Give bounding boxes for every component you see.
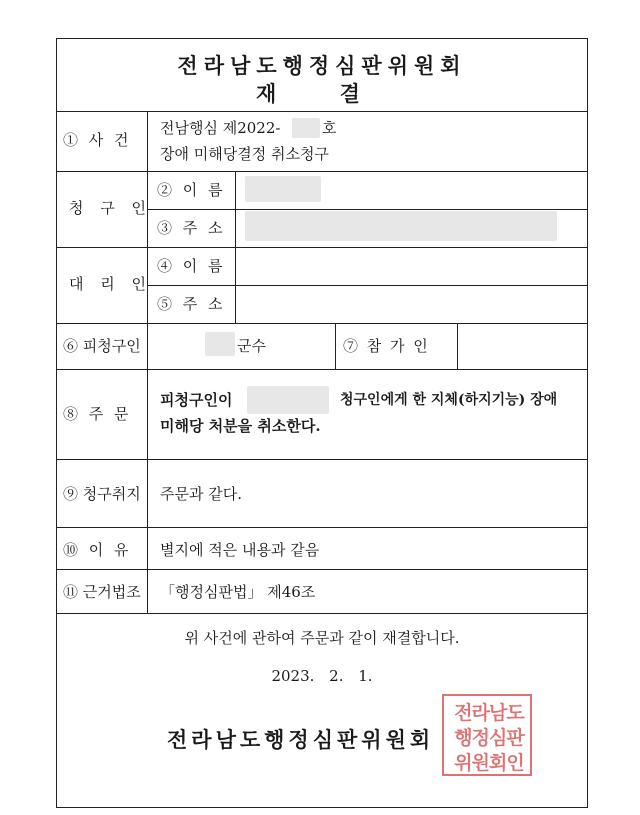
purpose-label: ⑨ 청구취지	[63, 485, 141, 503]
divider	[57, 569, 587, 570]
decision-date: 2023. 2. 1.	[271, 667, 373, 685]
redacted-case-number	[292, 118, 320, 138]
agent-name-label: ④ 이 름	[157, 257, 226, 275]
agent-address-label: ⑤ 주 소	[157, 295, 226, 313]
participant-label: ⑦ 참 가 인	[343, 337, 430, 355]
case-number-suffix: 호	[322, 119, 337, 137]
divider	[57, 247, 587, 248]
legal-basis-label: ⑪ 근거법조	[63, 583, 141, 601]
agent-label: 대 리 인	[69, 275, 153, 293]
order-line1-suffix: 청구인에게 한 지체(하지기능) 장애	[340, 392, 558, 408]
column-divider	[235, 171, 236, 323]
divider	[57, 171, 587, 172]
document-type-title: 재 결	[256, 81, 388, 106]
seal-line: 행정심판	[454, 727, 524, 749]
redacted-claimant-name	[245, 176, 321, 202]
seal-line: 전라남도	[454, 702, 524, 724]
divider	[57, 111, 587, 112]
divider	[147, 209, 587, 210]
column-divider	[147, 111, 148, 613]
redacted-respondent	[205, 332, 235, 356]
case-name: 장애 미해당결정 취소청구	[160, 145, 329, 163]
document-org-title: 전라남도행정심판위원회	[177, 53, 467, 78]
order-label: ⑧ 주 문	[63, 405, 132, 423]
order-line1-prefix: 피청구인이	[160, 391, 233, 409]
divider	[57, 323, 587, 324]
redacted-claimant-address	[245, 211, 557, 241]
reason-label: ⑩ 이 유	[63, 541, 132, 559]
reason-value: 별지에 적은 내용과 같음	[160, 541, 320, 559]
column-divider	[457, 323, 458, 369]
respondent-value-suffix: 군수	[237, 337, 266, 355]
divider	[57, 369, 587, 370]
purpose-value: 주문과 같다.	[160, 485, 242, 503]
divider	[57, 613, 587, 614]
claimant-address-label: ③ 주 소	[157, 219, 226, 237]
divider	[57, 459, 587, 460]
claimant-label: 청 구 인	[69, 199, 153, 217]
column-divider	[335, 323, 336, 369]
order-line2: 미해당 처분을 취소한다.	[160, 417, 321, 435]
respondent-label: ⑥ 피청구인	[63, 337, 141, 355]
redacted-order-respondent	[247, 386, 329, 414]
claimant-name-label: ② 이 름	[157, 181, 226, 199]
decision-document	[56, 38, 588, 808]
committee-signature: 전라남도행정심판위원회	[167, 727, 435, 752]
seal-line: 위원회인	[454, 752, 524, 774]
decision-statement: 위 사건에 관하여 주문과 같이 재결합니다.	[184, 629, 460, 647]
legal-basis-value: 「행정심판법」 제46조	[160, 583, 316, 601]
official-seal	[442, 694, 532, 776]
case-label: ① 사 건	[63, 131, 132, 149]
case-number: 전남행심 제2022-	[160, 119, 281, 137]
divider	[147, 285, 587, 286]
divider	[57, 527, 587, 528]
